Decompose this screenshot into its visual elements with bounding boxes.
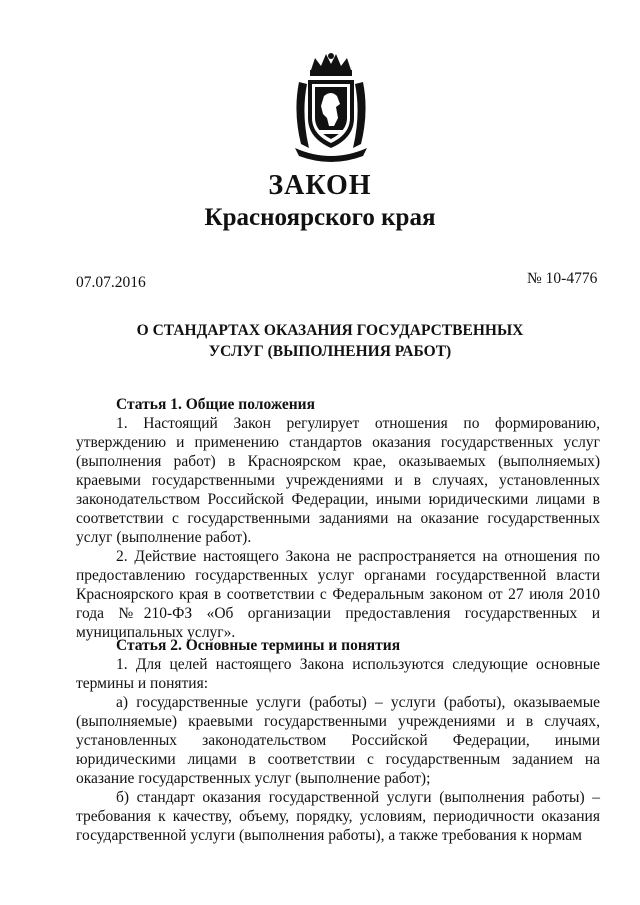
title-line-2: УСЛУГ (ВЫПОЛНЕНИЯ РАБОТ) [208, 343, 452, 360]
article-2 [76, 636, 600, 845]
document-number: № 10-4776 [527, 270, 598, 287]
coat-of-arms-icon [291, 52, 371, 162]
article-2-paragraph-a: а) государственные услуги (работы) – услуги (работы), оказываемые (выполняемые) краевыми государственными учреждениями и в случаях, установленных законодательством Российской Федерации, иными юридическими лицами в соответствии с государственным заданием на оказание государственных услуг (выполнение работ); [76, 694, 600, 787]
article-1 [76, 395, 600, 642]
article-2-paragraph-b: б) стандарт оказания государственной услуги (выполнения работы) – требования к качеству, объему, порядку, условиям, периодичности оказания государственной услуги (выполнения работы), а также требования к нормам [76, 789, 600, 844]
article-1-paragraph-1: 1. Настоящий Закон регулирует отношения по формированию, утверждению и применению стандартов оказания государственных услуг (выполнения работ) в Красноярском крае, оказываемых (выполняемых) краевыми государственными учреждениями и в случаях, установленных законодательством Российской Федерации, иными юридическими лицами в соответствии с государственными заданиями на оказание государственных услуг (выполнение работ). [76, 415, 600, 546]
document-title [110, 320, 550, 362]
article-2-heading: Статья 2. Основные термины и понятия [116, 637, 401, 654]
article-1-paragraph-2: 2. Действие настоящего Закона не распространяется на отношения по предоставлению государственных услуг органами государственной власти Красноярского края в соответствии с Федеральным законом от 27 июля 2010 года №210-ФЗ «Об организации предоставления государственных и муниципальных услуг». [76, 548, 600, 641]
article-2-paragraph-1: 1. Для целей настоящего Закона используются следующие основные термины и понятия: [76, 656, 600, 692]
article-1-heading: Статья 1. Общие положения [116, 396, 315, 413]
document-date: 07.07.2016 [76, 274, 146, 291]
document-region: Красноярского края [204, 204, 436, 231]
document-type: ЗАКОН [268, 170, 372, 201]
title-line-1: О СТАНДАРТАХ ОКАЗАНИЯ ГОСУДАРСТВЕННЫХ [136, 322, 524, 339]
